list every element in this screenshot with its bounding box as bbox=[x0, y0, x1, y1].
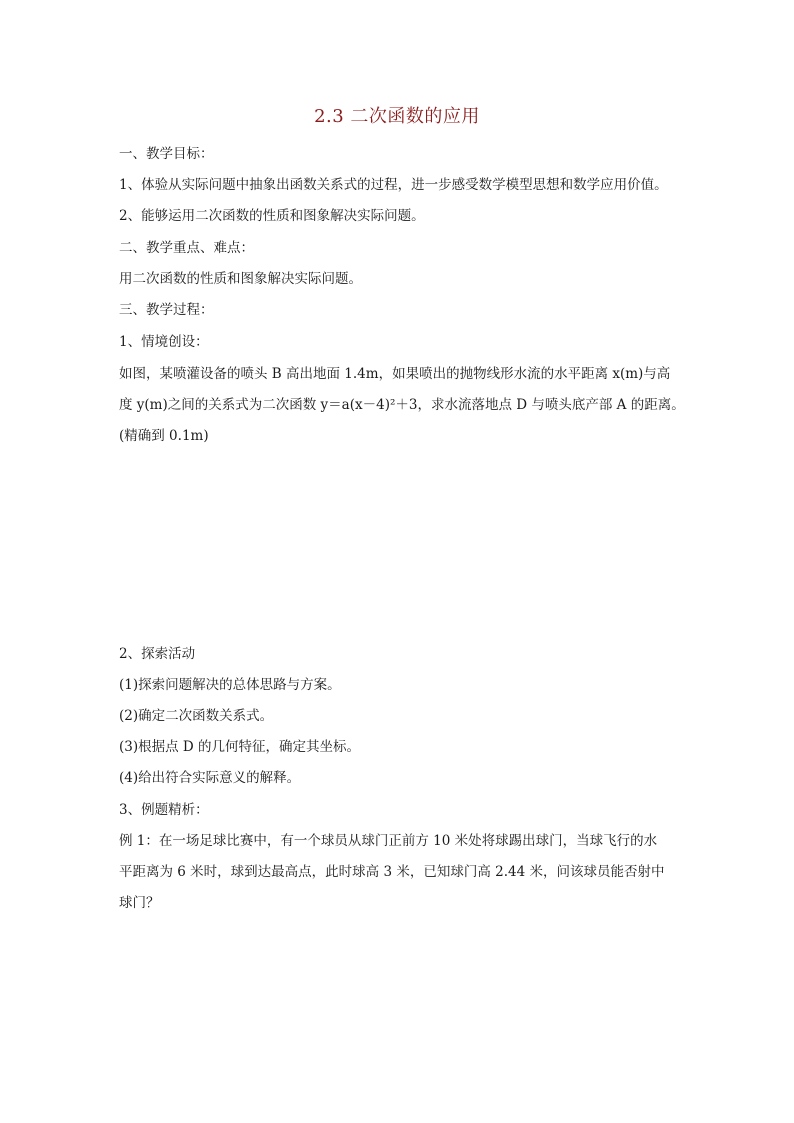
process-heading: 三、教学过程： bbox=[119, 302, 214, 318]
scenario-text-line-1: 如图，某喷灌设备的喷头 B 高出地面 1.4m，如果喷出的抛物线形水流的水平距离 x(m)与高 bbox=[119, 366, 671, 382]
example-text-line-3: 球门？ bbox=[119, 895, 160, 911]
key-points-heading: 二、教学重点、难点： bbox=[119, 240, 254, 256]
explore-item-1: (1)探索问题解决的总体思路与方案。 bbox=[119, 677, 341, 693]
explore-heading: 2、探索活动 bbox=[119, 646, 196, 662]
explore-item-2: (2)确定二次函数关系式。 bbox=[119, 708, 274, 724]
example-text-line-2: 平距离为 6 米时，球到达最高点，此时球高 3 米，已知球门高 2.44 米，问该球员能否射中 bbox=[119, 864, 665, 880]
scenario-heading: 1、情境创设： bbox=[119, 334, 209, 350]
goals-heading: 一、教学目标： bbox=[119, 146, 214, 162]
scenario-text-line-2: 度 y(m)之间的关系式为二次函数 y＝a(x－4)²＋3，求水流落地点 D 与喷头底产部 A 的距离。 bbox=[119, 397, 685, 413]
explore-item-4: (4)给出符合实际意义的解释。 bbox=[119, 770, 301, 786]
page-title: 2.3 二次函数的应用 bbox=[314, 106, 480, 127]
figure-placeholder bbox=[119, 460, 679, 630]
example-heading: 3、例题精析： bbox=[119, 802, 209, 818]
goal-item-2: 2、能够运用二次函数的性质和图象解决实际问题。 bbox=[119, 208, 425, 224]
key-points-text: 用二次函数的性质和图象解决实际问题。 bbox=[119, 271, 362, 287]
scenario-text-line-3: (精确到 0.1m) bbox=[119, 428, 209, 444]
goal-item-1: 1、体验从实际问题中抽象出函数关系式的过程，进一步感受数学模型思想和数学应用价值。 bbox=[119, 177, 668, 193]
example-text-line-1: 例 1：在一场足球比赛中，有一个球员从球门正前方 10 米处将球踢出球门，当球飞行的水 bbox=[119, 833, 658, 849]
explore-item-3: (3)根据点 D 的几何特征，确定其坐标。 bbox=[119, 739, 361, 755]
